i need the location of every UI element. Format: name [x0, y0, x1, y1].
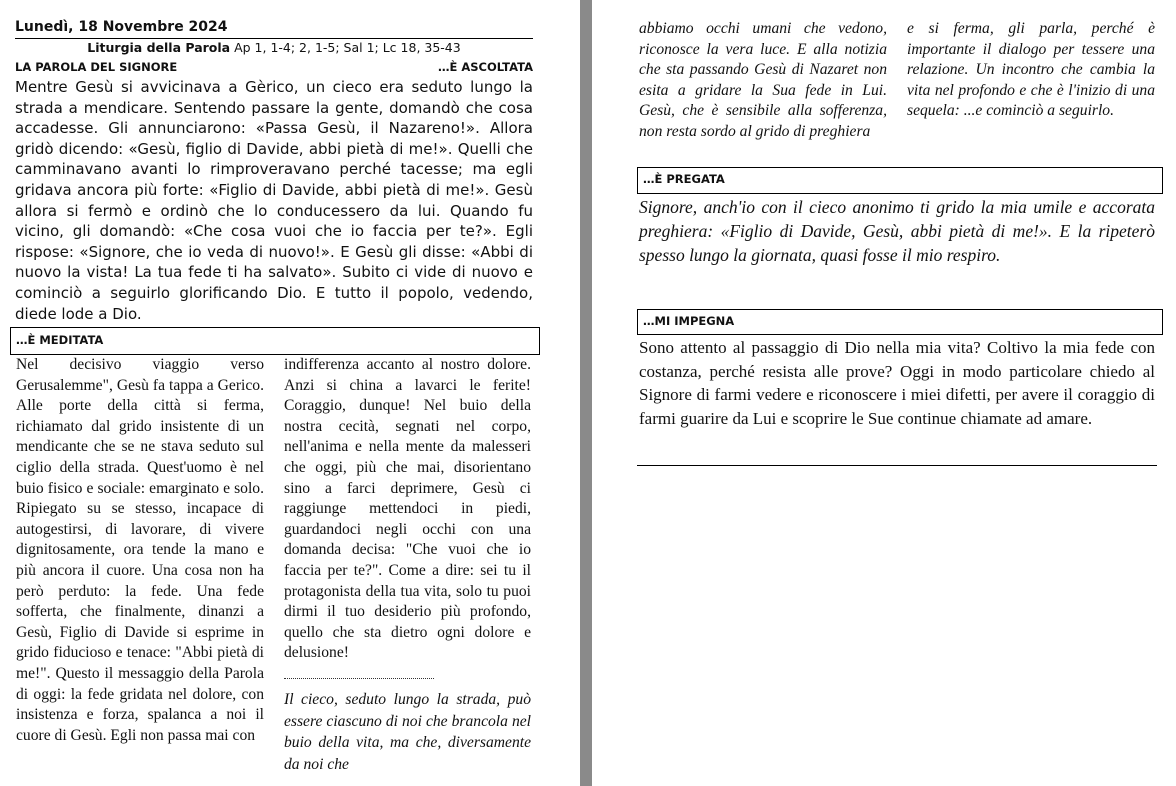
liturgy-line — [15, 40, 533, 55]
parola-header — [15, 60, 533, 74]
pregata-heading: …È PREGATA — [637, 167, 1163, 194]
end-divider — [637, 465, 1157, 466]
prayer-text: Signore, anch'io con il cieco anonimo ti grido la mia umile e accorata preghiera: «Figlio di Davide, Gesù, abbi pietà di me!». E la ripeterò spesso lungo la giornata, quasi fosse il mio respiro. — [639, 197, 1155, 265]
gospel-text: Mentre Gesù si avvicinava a Gèrico, un cieco era seduto lungo la strada a mendicare. Sentendo passare la gente, domandò che cosa accadesse. Gli annunciarono: «Passa Gesù, il Nazareno!». Allora gridò dicendo: «Gesù, figlio di Davide, abbi pietà di me!». Quelli che camminavano avanti lo rimproveravano perché tacesse; ma egli gridava ancora più forte: «Figlio di Davide, abbi pietà di me!». Gesù allora si fermò e ordinò che lo conducessero da lui. Quando fu vicino, gli domandò: «Che cosa vuoi che io faccia per te?». Egli rispose: «Signore, che io veda di nuovo!». E Gesù gli disse: «Abbi di nuovo la vista! La tua fede ti ha salvato». Subito ci vide di nuovo e cominciò a seguirlo glorificando Dio. E tutto il popolo, vedendo, diede lode a Dio. — [15, 78, 533, 323]
commitment-text: Sono attento al passaggio di Dio nella mia vita? Coltivo la mia fede con costanza, perché resista alle prove? Oggi in modo particolare chiedo al Signore di farmi vedere e riconoscere i miei difetti, per avere il coraggio di farmi guarire da Lui e scoprire le Sue continue chiamate ad amare. — [639, 338, 1155, 428]
liturgy-refs: Ap 1, 1-4; 2, 1-5; Sal 1; Lc 18, 35-43 — [230, 40, 461, 55]
parola-title: LA PAROLA DEL SIGNORE — [15, 60, 178, 74]
dotted-separator — [284, 678, 434, 679]
meditation-column-2: indifferenza accanto al nostro dolore. Anzi si china a lavarci le ferite! Coraggio, dunque! Nel buio della nostra cecità, segnati nel corpo, nell'anima e nella mente da malesseri che oggi, più che mai, disorientano sino a farci deprimere, Gesù ci raggiunge mettendoci in piedi, guardandoci negli occhi con una domanda decisa: "Che vuoi che io faccia per te?". Come a dire: sei tu il protagonista della tua vita, solo tu puoi dirmi il tuo desiderio più profondo, quello che sta dietro ogni dolore e delusione! — [284, 356, 531, 662]
page-date: Lunedì, 18 Novembre 2024 — [15, 19, 228, 35]
meditation-italic-column-4: e si ferma, gli parla, perché è importante il dialogo per tessere una relazione. Un incontro che cambia la vita nel profondo e che è l'inizio di una sequela: ...e cominciò a seguirlo. — [907, 20, 1155, 120]
meditation-italic-column-3: abbiamo occhi umani che vedono, riconosce la vera luce. E alla notizia che sta passando Gesù di Nazaret non esita a gridare la Sua fede in Lui. Gesù, che è sensibile alla sofferenza, non resta sordo al grido di preghiera — [639, 20, 887, 140]
impegna-heading: …MI IMPEGNA — [637, 309, 1163, 335]
page-gutter — [580, 0, 592, 786]
meditata-heading: …È MEDITATA — [10, 327, 540, 355]
ascoltata-label: …È ASCOLTATA — [438, 60, 533, 74]
date-divider — [15, 38, 533, 39]
meditation-italic-start: Il cieco, seduto lungo la strada, può essere ciascuno di noi che brancola nel buio della vita, ma che, diversamente da noi che — [284, 691, 531, 773]
liturgy-label: Liturgia della Parola — [87, 40, 231, 55]
meditation-column-1: Nel decisivo viaggio verso Gerusalemme", Gesù fa tappa a Gerico. Alle porte della città si ferma, richiamato dal grido insistente di un mendicante che se ne stava seduto sul ciglio della strada. Quest'uomo è nel buio fisico e sociale: emarginato e solo. Ripiegato su se stesso, incapace di autogestirsi, di lavorare, di vivere dignitosamente, ora tende la mano e più ancora il cuore. Una cosa non ha però perduto: la fede. Una fede sofferta, che finalmente, dinanzi a Gesù, Figlio di Davide si esprime in grido fiducioso e tenace: "Abbi pietà di me!". Questo il messaggio della Parola di oggi: la fede gridata nel dolore, con insistenza e forza, spalanca a noi il cuore di Gesù. Egli non passa mai con — [16, 356, 264, 744]
left-page — [0, 0, 580, 786]
right-page — [592, 0, 1176, 786]
